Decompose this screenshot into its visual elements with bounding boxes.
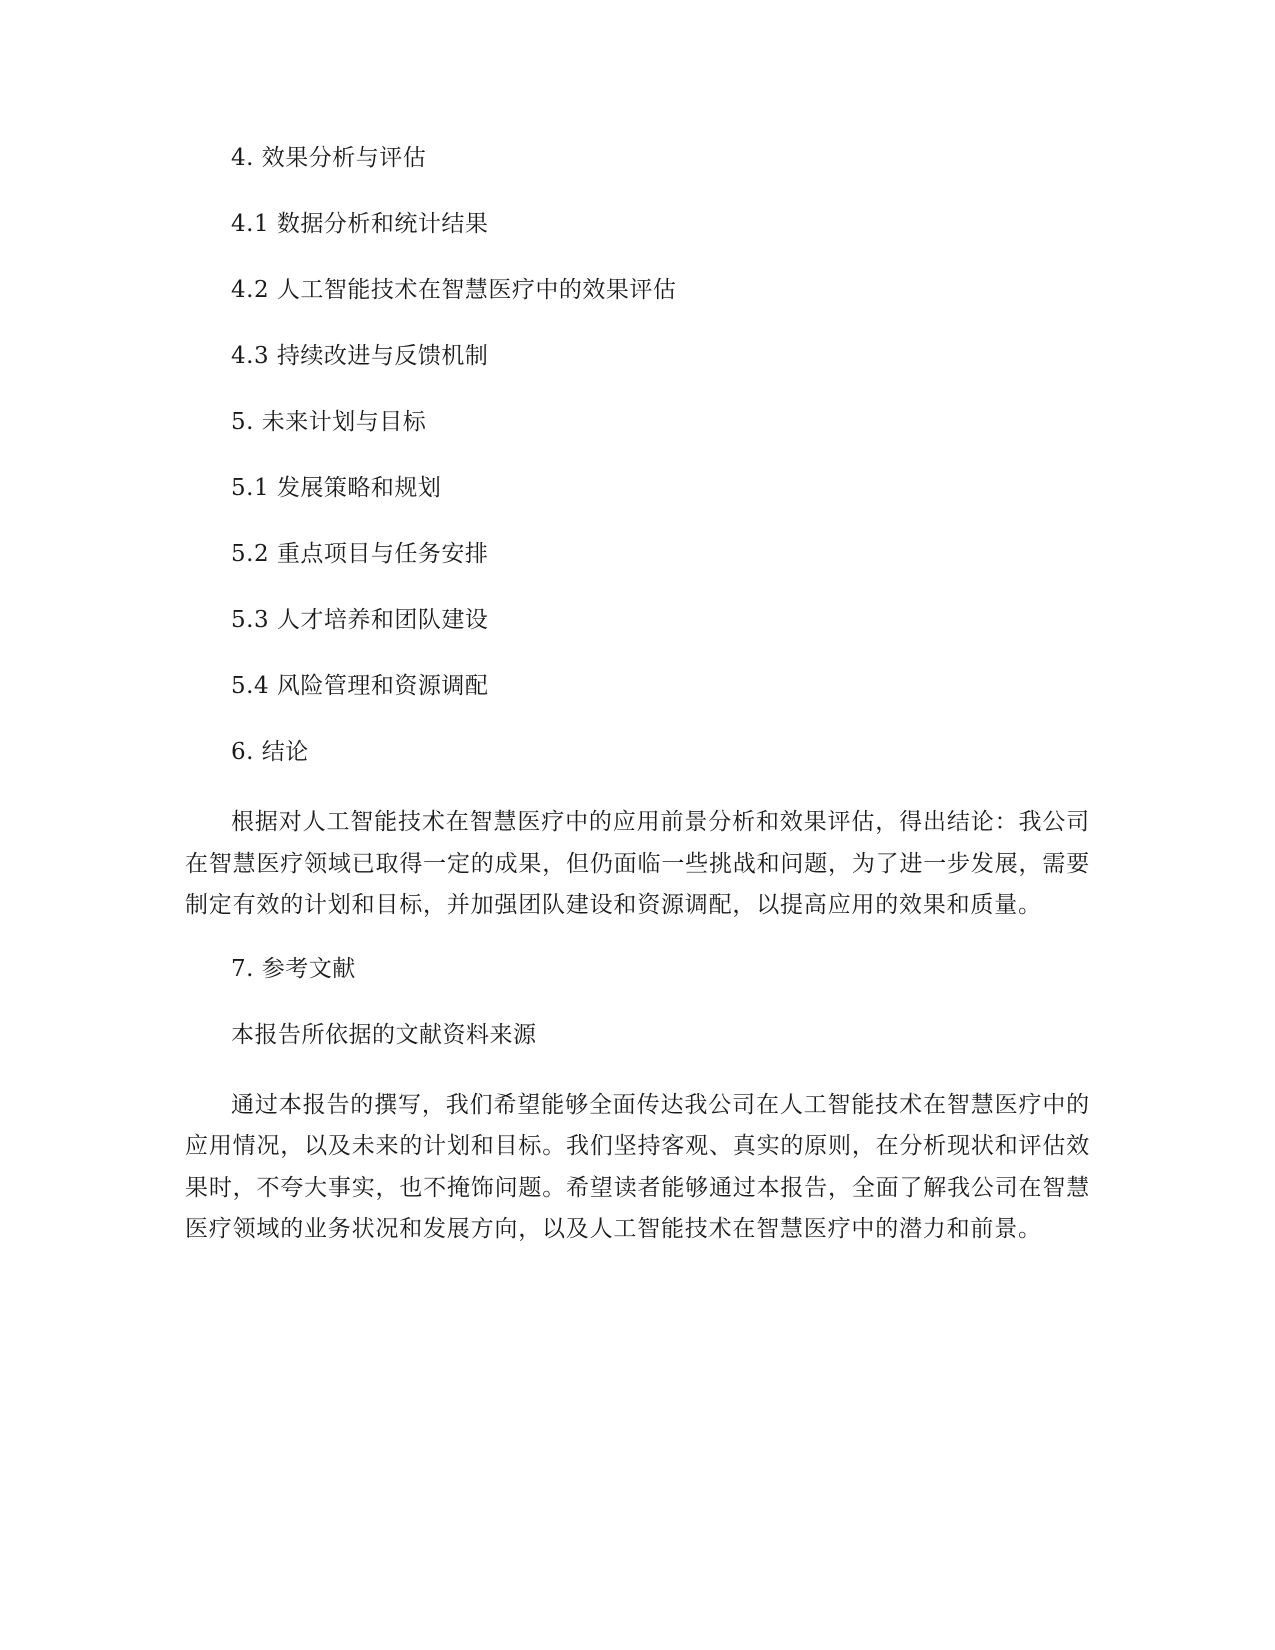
heading-6: 6. 结论 (231, 739, 309, 765)
references-text: 本报告所依据的文献资料来源 (231, 1021, 537, 1048)
heading-5-4: 5.4 风险管理和资源调配 (231, 673, 489, 699)
document-body (185, 142, 1090, 1278)
heading-5-2: 5.2 重点项目与任务安排 (231, 541, 489, 567)
heading-5: 5. 未来计划与目标 (231, 409, 427, 435)
heading-4-2: 4.2 人工智能技术在智慧医疗中的效果评估 (231, 277, 677, 303)
heading-5-1: 5.1 发展策略和规划 (231, 475, 442, 501)
heading-5-3: 5.3 人才培养和团队建设 (231, 607, 489, 633)
conclusion-paragraph: 根据对人工智能技术在智慧医疗中的应用前景分析和效果评估，得出结论：我公司在智慧医疗领域已取得一定的成果，但仍面临一些挑战和问题，为了进一步发展，需要制定有效的计划和目标，并加强团队建设和资源调配，以提高应用的效果和质量。 (185, 809, 1090, 918)
closing-paragraph: 通过本报告的撰写，我们希望能够全面传达我公司在人工智能技术在智慧医疗中的应用情况，以及未来的计划和目标。我们坚持客观、真实的原则，在分析现状和评估效果时，不夸大事实，也不掩饰问题。希望读者能够通过本报告，全面了解我公司在智慧医疗领域的业务状况和发展方向，以及人工智能技术在智慧医疗中的潜力和前景。 (185, 1091, 1090, 1242)
heading-7: 7. 参考文献 (231, 955, 356, 982)
heading-4-3: 4.3 持续改进与反馈机制 (231, 343, 489, 369)
heading-4: 4. 效果分析与评估 (231, 145, 427, 171)
heading-4-1: 4.1 数据分析和统计结果 (231, 211, 489, 237)
